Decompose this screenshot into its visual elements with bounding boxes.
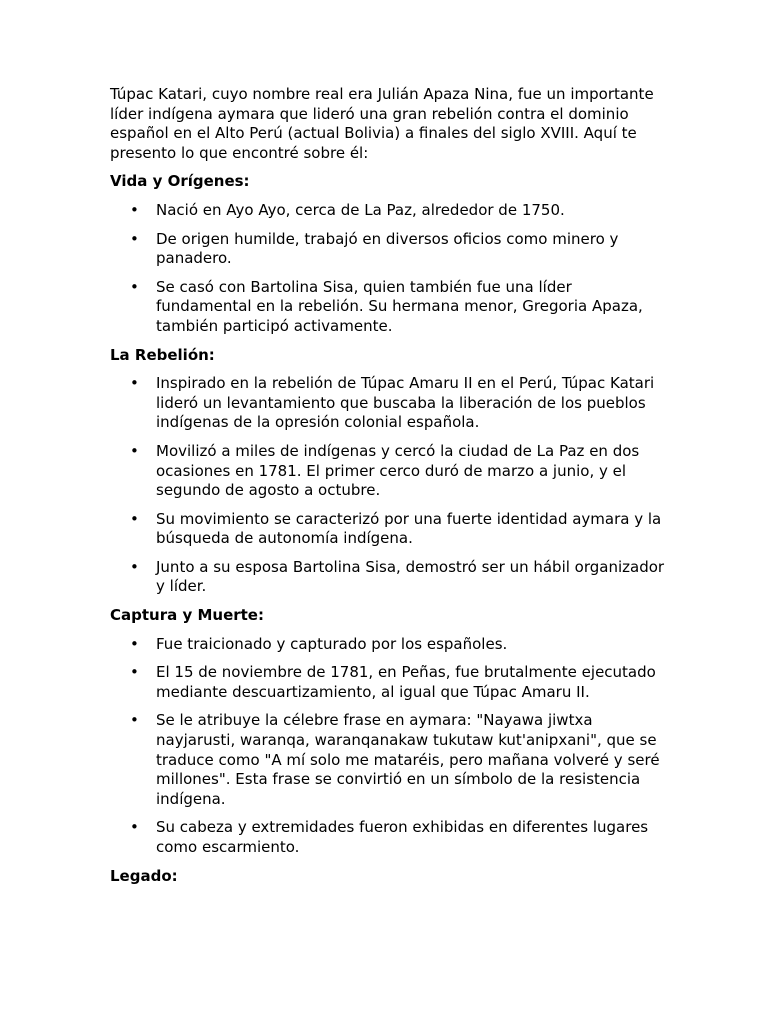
list-item: • Su cabeza y extremidades fueron exhibidas en diferentes lugares como escarmiento. <box>110 818 665 857</box>
list-item: • Movilizó a miles de indígenas y cercó la ciudad de La Paz en dos ocasiones en 1781. El primer cerco duró de marzo a junio, y el segundo de agosto a octubre. <box>110 442 665 501</box>
list-item: • Su movimiento se caracterizó por una fuerte identidad aymara y la búsqueda de autonomía indígena. <box>110 510 665 549</box>
section-heading: Vida y Orígenes: <box>110 172 250 191</box>
bullet-list <box>110 201 665 337</box>
document-body <box>110 85 665 895</box>
section-heading: Legado: <box>110 866 178 885</box>
list-item: • El 15 de noviembre de 1781, en Peñas, fue brutalmente ejecutado mediante descuartizamiento, al igual que Túpac Amaru II. <box>110 663 665 702</box>
section-rebelion <box>110 346 665 598</box>
list-item: • Se le atribuye la célebre frase en aymara: "Nayawa jiwtxa nayjarusti, waranqa, waranqanakaw tukutaw kut'anipxani", que se traduce como "A mí solo me mataréis, pero mañana volveré y seré millones". Esta frase se convirtió en un símbolo de la resistencia indígena. <box>110 711 665 809</box>
list-item: • Fue traicionado y capturado por los españoles. <box>110 635 665 655</box>
section-legado <box>110 867 665 887</box>
section-vida-origenes <box>110 172 665 336</box>
section-heading: La Rebelión: <box>110 345 215 364</box>
list-item: • Se casó con Bartolina Sisa, quien también fue una líder fundamental en la rebelión. Su hermana menor, Gregoria Apaza, también participó activamente. <box>110 278 665 337</box>
list-item: • Nació en Ayo Ayo, cerca de La Paz, alrededor de 1750. <box>110 201 665 221</box>
bullet-list <box>110 374 665 597</box>
list-item: • De origen humilde, trabajó en diversos oficios como minero y panadero. <box>110 230 665 269</box>
bullet-list <box>110 635 665 858</box>
list-item: • Junto a su esposa Bartolina Sisa, demostró ser un hábil organizador y líder. <box>110 558 665 597</box>
list-item: • Inspirado en la rebelión de Túpac Amaru II en el Perú, Túpac Katari lideró un levantamiento que buscaba la liberación de los pueblos indígenas de la opresión colonial española. <box>110 374 665 433</box>
section-heading: Captura y Muerte: <box>110 606 264 625</box>
intro-paragraph: Túpac Katari, cuyo nombre real era Julián Apaza Nina, fue un importante líder indígena aymara que lideró una gran rebelión contra el dominio español en el Alto Perú (actual Bolivia) a finales del siglo XVIII. Aquí te presento lo que encontré sobre él: <box>110 85 654 162</box>
section-captura-muerte <box>110 606 665 858</box>
